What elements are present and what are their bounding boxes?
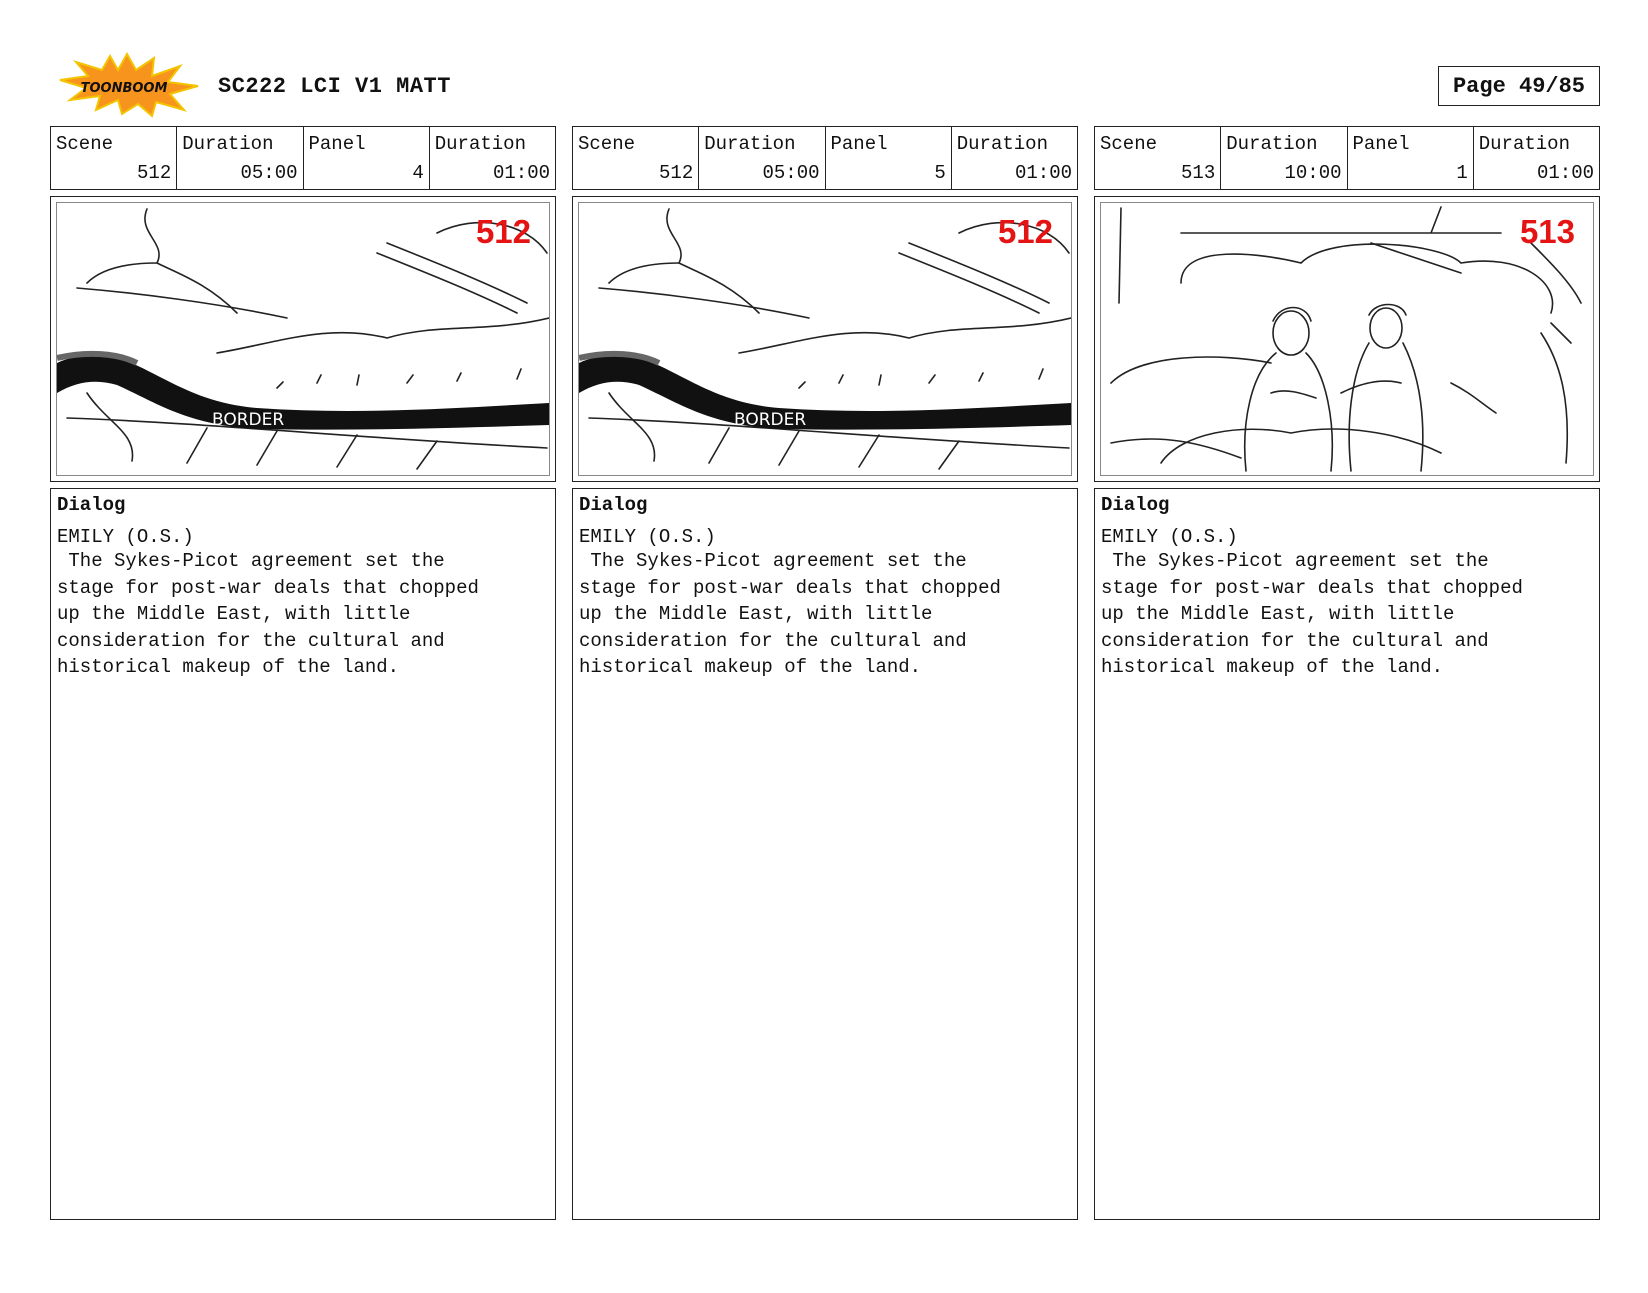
dialog-line: historical makeup of the land. xyxy=(57,656,400,678)
dialog-line: consideration for the cultural and xyxy=(1101,629,1489,652)
scene-value: 512 xyxy=(137,162,172,184)
panel-label: Panel xyxy=(1352,133,1410,155)
scene-label: Scene xyxy=(1100,133,1158,155)
storyboard-panel-1 xyxy=(50,126,556,1220)
panel-info-row xyxy=(1094,126,1600,190)
panel-info-row xyxy=(50,126,556,190)
dialog-line: stage for post-war deals that chopped xyxy=(579,576,1001,599)
panel-duration-cell xyxy=(430,127,555,189)
panel-cell xyxy=(826,127,952,189)
scene-number-tag: 512 xyxy=(997,213,1053,250)
panel-value: 4 xyxy=(412,162,424,184)
panel-value: 1 xyxy=(1456,162,1468,184)
scene-cell xyxy=(573,127,699,189)
panel-label: Panel xyxy=(830,133,888,155)
sketch-border-label: BORDER xyxy=(734,410,807,430)
scene-cell xyxy=(51,127,177,189)
panel-cell xyxy=(1348,127,1474,189)
sketch-image xyxy=(1100,202,1594,476)
storyboard-panel-3 xyxy=(1094,126,1600,1220)
dialog-box xyxy=(1094,488,1600,1220)
storyboard-panel-2 xyxy=(572,126,1078,1220)
dialog-line: The Sykes-Picot agreement set the xyxy=(1101,550,1489,572)
panel-duration-cell xyxy=(1474,127,1599,189)
scene-number-tag: 512 xyxy=(475,213,531,250)
dialog-box xyxy=(572,488,1078,1220)
panel-label: Panel xyxy=(308,133,366,155)
scene-duration-cell xyxy=(1221,127,1347,189)
duration-label: Duration xyxy=(182,133,274,155)
page-number: Page 49/85 xyxy=(1438,66,1600,106)
scene-label: Scene xyxy=(578,133,636,155)
scene-duration-value: 10:00 xyxy=(1284,162,1342,184)
document-title: SC222 LCI V1 MATT xyxy=(218,74,451,99)
sketch-border-label: BORDER xyxy=(212,410,285,430)
dialog-line: stage for post-war deals that chopped xyxy=(57,576,479,599)
sketch-frame xyxy=(1094,196,1600,482)
scene-duration-value: 05:00 xyxy=(240,162,298,184)
dialog-line: up the Middle East, with little xyxy=(579,603,933,625)
panel-duration-value: 01:00 xyxy=(1014,162,1072,184)
duration-label: Duration xyxy=(704,133,796,155)
speaker-name: EMILY (O.S.) xyxy=(579,526,716,548)
dialog-line: The Sykes-Picot agreement set the xyxy=(579,550,967,572)
panel-duration-cell xyxy=(952,127,1077,189)
panel-cell xyxy=(304,127,430,189)
dialog-heading: Dialog xyxy=(579,494,648,516)
dialog-line: consideration for the cultural and xyxy=(579,629,967,652)
duration-label: Duration xyxy=(1478,133,1570,155)
dialog-line: historical makeup of the land. xyxy=(579,656,922,678)
scene-duration-value: 05:00 xyxy=(762,162,820,184)
duration-label: Duration xyxy=(1226,133,1318,155)
scene-value: 512 xyxy=(659,162,694,184)
dialog-heading: Dialog xyxy=(1101,494,1170,516)
panel-duration-value: 01:00 xyxy=(1536,162,1594,184)
logo-text: TOONBOOM xyxy=(80,81,168,96)
duration-label: Duration xyxy=(434,133,526,155)
dialog-box xyxy=(50,488,556,1220)
sketch-image xyxy=(56,202,550,476)
toonboom-logo xyxy=(52,52,202,118)
speaker-name: EMILY (O.S.) xyxy=(1101,526,1238,548)
panel-value: 5 xyxy=(934,162,946,184)
dialog-line: up the Middle East, with little xyxy=(1101,603,1455,625)
dialog-line: consideration for the cultural and xyxy=(57,629,445,652)
panel-duration-value: 01:00 xyxy=(492,162,550,184)
scene-label: Scene xyxy=(56,133,114,155)
panel-info-row xyxy=(572,126,1078,190)
dialog-line: The Sykes-Picot agreement set the xyxy=(57,550,445,572)
sketch-frame xyxy=(50,196,556,482)
scene-duration-cell xyxy=(177,127,303,189)
sketch-image xyxy=(578,202,1072,476)
dialog-line: stage for post-war deals that chopped xyxy=(1101,576,1523,599)
dialog-line: up the Middle East, with little xyxy=(57,603,411,625)
scene-cell xyxy=(1095,127,1221,189)
duration-label: Duration xyxy=(956,133,1048,155)
sketch-frame xyxy=(572,196,1078,482)
scene-duration-cell xyxy=(699,127,825,189)
scene-value: 513 xyxy=(1181,162,1216,184)
dialog-line: historical makeup of the land. xyxy=(1101,656,1444,678)
speaker-name: EMILY (O.S.) xyxy=(57,526,194,548)
scene-number-tag: 513 xyxy=(1519,213,1575,250)
dialog-heading: Dialog xyxy=(57,494,126,516)
